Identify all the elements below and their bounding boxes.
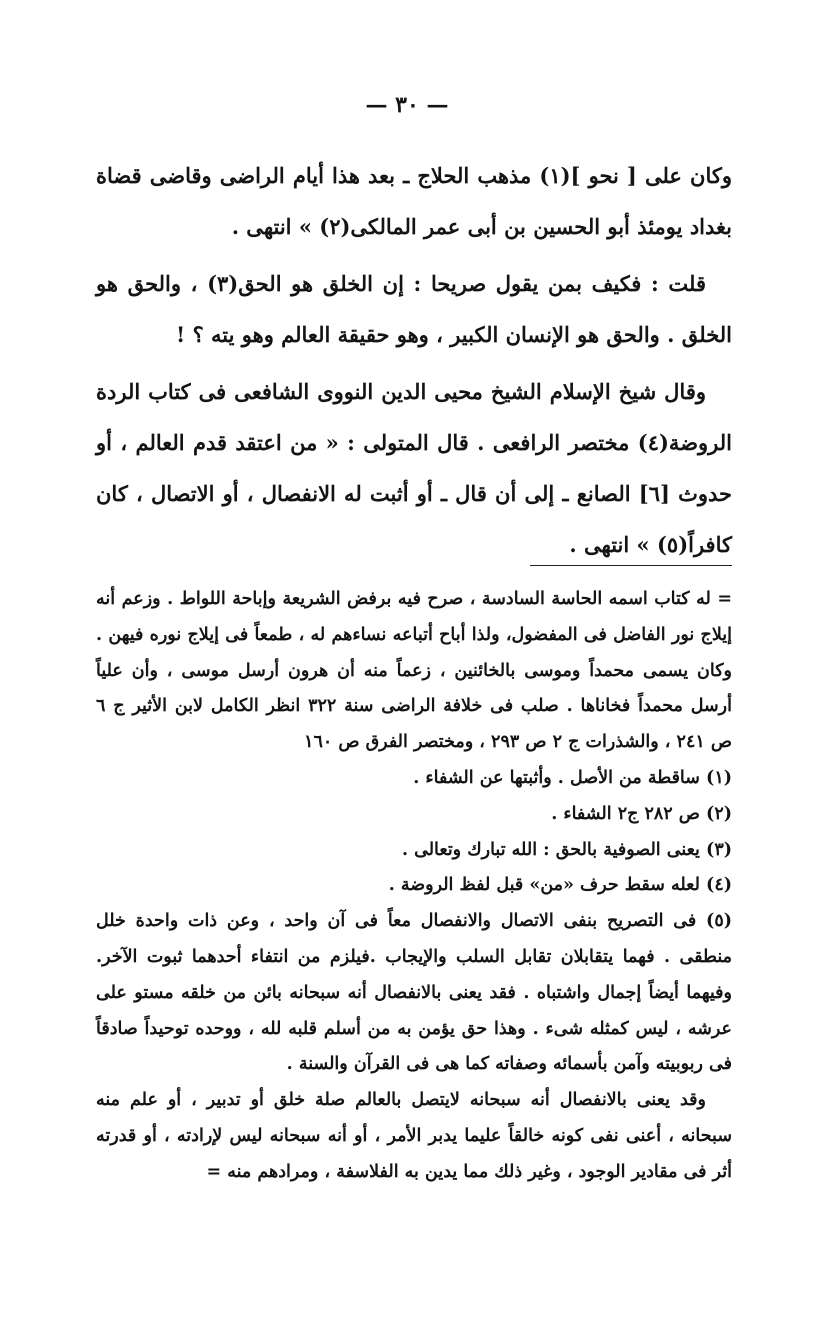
page-number: — ٣٠ — — [365, 92, 449, 118]
main-paragraph-2: قلت : فكيف بمن يقول صريحا : إن الخلق هو الحق(٣) ، والحق هو الخلق . والحق هو الإنسان الكبير ، وهو حقيقة العالم وهو يته ؟ ! — [96, 271, 732, 347]
footnote-separator — [530, 565, 732, 566]
footnote-3: (٣) يعنى الصوفية بالحق : الله تبارك وتعالى . — [401, 839, 732, 860]
main-text — [96, 150, 732, 576]
main-paragraph-3: وقال شيخ الإسلام الشيخ محيى الدين النووى الشافعى فى كتاب الردة الروضة(٤) مختصر الرافعى . قال المتولى : « من اعتقد قدم العالم ، أو حدوث [٦] الصانع ـ إلى أن قال ـ أو أثبت له الانفصال ، أو الاتصال ، كان كافراً(٥) » انتهى . — [96, 379, 732, 557]
footnotes-block — [96, 582, 732, 1191]
footnote-final-paragraph: وقد يعنى بالانفصال أنه سبحانه لايتصل بالعالم صلة خلق أو تدبير ، أو علم منه سبحانه ، أعنى نفى كونه خالقاً عليما يدبر الأمر ، أو أنه سبحانه ليس لإرادته ، أو قدرته أثر فى مقادير الوجود ، وغير ذلك مما يدين به الفلاسفة ، ومرادهم منه = — [96, 1090, 732, 1182]
footnote-2: (٢) ص ٢٨٢ ج٢ الشفاء . — [551, 803, 732, 824]
main-paragraph-1: وكان على [ نحو ](١) مذهب الحلاج ـ بعد هذا أيام الراضى وقاضى قضاة بغداد يومئذ أبو الحسين بن أبى عمر المالكى(٢) » انتهى . — [96, 163, 733, 239]
footnote-continuation: = له كتاب اسمه الحاسة السادسة ، صرح فيه برفض الشريعة وإباحة اللواط . وزعم أنه إيلاج نور الفاضل فى المفضول، ولذا أباح أتباعه نساءهم له ، طمعاً فى إيلاج نوره فيهن . وكان يسمى محمداً وموسى بالخائنين ، زعماً منه أن هرون أرسل موسى ، وأن علياً أرسل محمداً فخاناها . صلب فى خلافة الراضى سنة ٣٢٢ انظر الكامل لابن الأثير ج ٦ ص ٢٤١ ، والشذرات ج ٢ ص ٢٩٣ ، ومختصر الفرق ص ١٦٠ — [96, 589, 732, 753]
footnote-5: (٥) فى التصريح بنفى الاتصال والانفصال معاً فى آن واحد ، وعن ذات واحدة خلل منطقى . فهما يتقابلان تقابل السلب والإيجاب .فيلزم من انتفاء أحدهما ثبوت الآخر. وفيهما أيضاً إجمال واشتباه . فقد يعنى بالانفصال أنه سبحانه بائن من خلقه مستو على عرشه ، ليس كمثله شىء . وهذا حق يؤمن به من أسلم قلبه لله ، ووحده توحيداً صادقاً فى ربوبيته وآمن بأسمائه وصفاته كما هى فى القرآن والسنة . — [96, 911, 732, 1075]
footnote-1: (١) ساقطة من الأصل . وأثبتها عن الشفاء . — [413, 767, 732, 788]
footnote-4: (٤) لعله سقط حرف «من» قبل لفظ الروضة . — [388, 875, 732, 896]
